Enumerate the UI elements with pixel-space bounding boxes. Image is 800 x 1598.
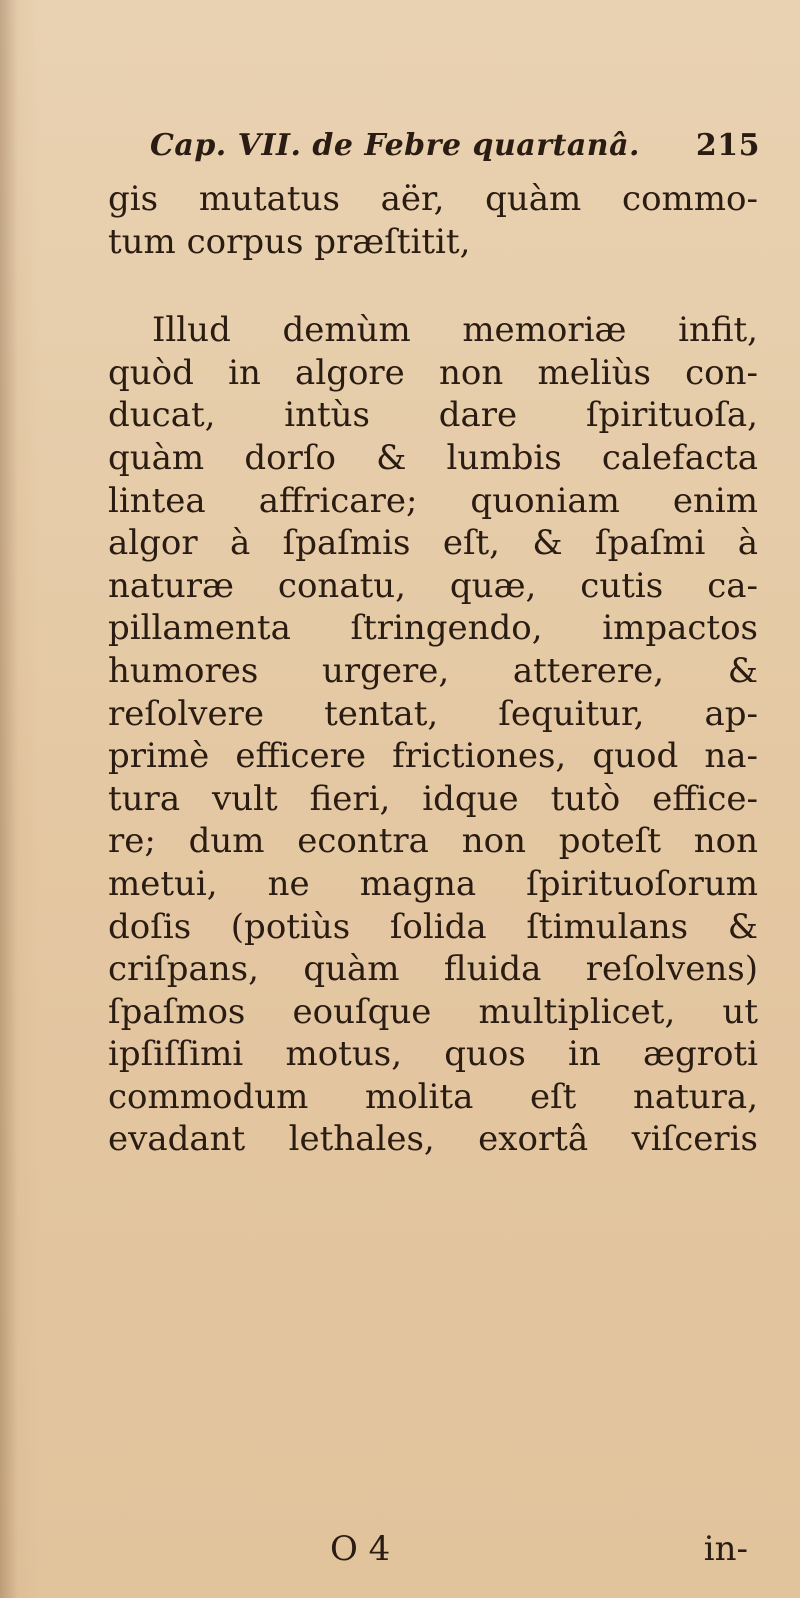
text-line: algor à ſpaſmis eſt, & ſpaſmi à	[108, 523, 758, 564]
text-line: quàm dorſo & lumbis calefacta	[108, 437, 758, 478]
text-line: ipſiſſimi motus, quos in ægroti	[108, 1034, 758, 1075]
text-line: gis mutatus aër, quàm commo-	[108, 179, 758, 219]
running-title: Cap. VII. de Febre quartanâ.	[150, 128, 641, 163]
text-line: reſolvere tentat, ſequitur, ap-	[108, 693, 758, 734]
main-text	[108, 178, 758, 1161]
text-line: tum corpus præſtitit,	[108, 221, 471, 262]
page-number: 215	[695, 128, 760, 163]
text-line: humores urgere, atterere, &	[108, 650, 758, 691]
running-head	[150, 128, 760, 174]
signature-mark: O 4	[330, 1529, 391, 1569]
text-line: naturæ conatu, quæ, cutis ca-	[108, 565, 758, 606]
text-line: pillamenta ſtringendo, impactos	[108, 608, 758, 649]
text-line: doſis (potiùs ſolida ſtimulans &	[108, 906, 758, 947]
text-line: metui, ne magna ſpirituoſorum	[108, 863, 758, 904]
text-line: Illud demùm memoriæ infit,	[152, 310, 758, 351]
text-line: lintea affricare; quoniam enim	[108, 480, 758, 521]
paragraph-break	[108, 263, 758, 309]
text-line: criſpans, quàm fluida reſolvens)	[108, 949, 758, 990]
text-line: commodum molita eſt natura,	[108, 1076, 758, 1117]
text-line: evadant lethales, exortâ viſceris	[108, 1119, 758, 1160]
page-footer	[108, 1525, 758, 1573]
catchword: in-	[703, 1529, 748, 1569]
text-line: tura vult fieri, idque tutò effice-	[108, 778, 758, 819]
text-line: quòd in algore non meliùs con-	[108, 352, 758, 393]
text-line: ſpaſmos eouſque multiplicet, ut	[108, 991, 758, 1032]
text-line: primè efficere frictiones, quod na-	[108, 736, 758, 777]
text-line: re; dum econtra non poteſt non	[108, 821, 758, 862]
text-line: ducat, intùs dare ſpirituoſa,	[108, 395, 758, 436]
